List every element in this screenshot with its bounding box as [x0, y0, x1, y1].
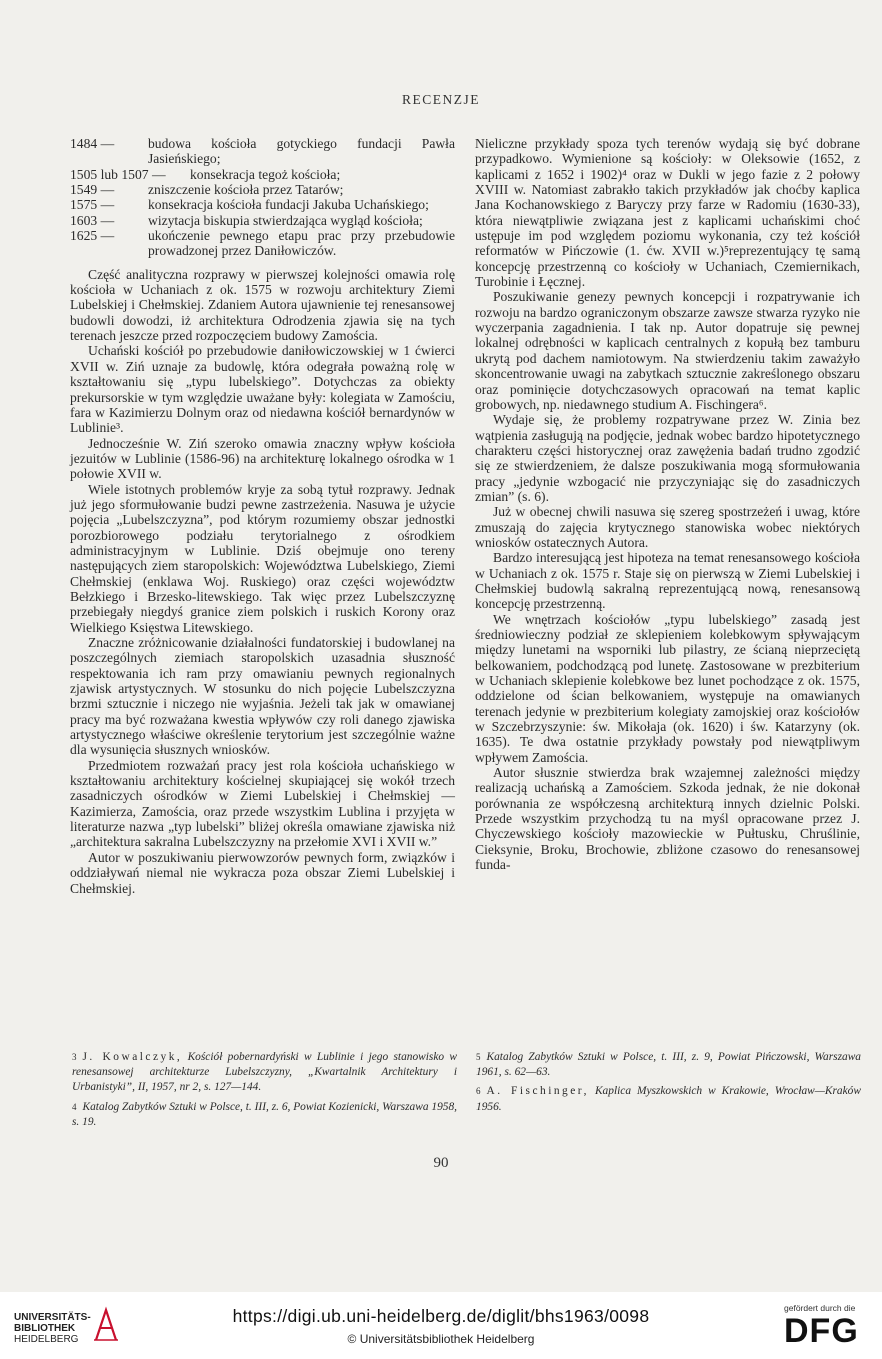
footnotes-left	[72, 1050, 457, 1134]
footnote-number: 4	[72, 1101, 77, 1112]
chronology-item	[70, 197, 455, 212]
body-paragraph: Autor w poszukiwaniu pierwowzorów pewnych form, związków i oddziaływań niemal nie wykracza poza obszar Ziemi Lubelskiej i Chełmskiej.	[70, 849, 455, 896]
footnote-number: 3	[72, 1052, 77, 1062]
body-paragraph: Poszukiwanie genezy pewnych koncepcji i rozpatrywanie ich rozwoju na bardzo ograniczonym obszarze zawsze stwarza ryzyko nie wyczerpania zagadnienia. I tak np. Autor dopatruje się pewnej lokalnej odrębności w kaplicach centralnych z kopułą bez tamburu ukrytą pod dachem namiotowym. Na stwierdzeniu takim zaważyło skoncentrowanie uwagi na zabytkach sztucznie zakreślonego obszaru oraz pominięcie dotychczasowych opracowań na temat kaplic grobowych, np. niedawnego studium A. Fischingera⁶.	[475, 289, 860, 412]
dfg-logo[interactable]: DFG	[784, 1312, 859, 1350]
body-paragraph: We wnętrzach kościołów „typu lubelskiego” zasadą jest średniowieczny podział ze sklepieniem kolebkowym spływającym między lunetami na wsporniki lub pilastry, ze ścianą nieprzeciętą belkowaniem, podchodzącą pod lunetę. Zastosowane w prezbiterium w Uchaniach sklepienie kolebkowe bez lunet pochodzące z ok. 1575, oddzielone od ścian belkowaniem, występuje na omawianych terenach jedynie w prezbiterium kolegiaty zamojskiej oraz kościołów w Szczebrzyszynie: św. Mikołaja (ok. 1620) i św. Katarzyny (ok. 1635). Te dwa ostatnie przykłady powstały pod niewątpliwym wpływem Zamościa.	[475, 611, 860, 765]
body-paragraph: Część analityczna rozprawy w pierwszej kolejności omawia rolę kościoła w Uchaniach z ok. 1575 w rozwoju architektury Ziemi Lubelskiej i Chełmskiej. Zdaniem Autora ujawnienie tej renesansowej budowli dowodzi, iż architektura Odrodzenia zjawia się na tych terenach jeszcze przed rozpoczęciem budowy Zamościa.	[70, 266, 455, 344]
footnote-text: Katalog Zabytków Sztuki w Polsce, t. III, z. 9, Powiat Pińczowski, Warszawa 1961, s. 62—63.	[476, 1051, 861, 1079]
chronology-year: 1505 lub 1507 —	[70, 166, 166, 182]
chronology-year: 1603 —	[70, 212, 115, 228]
copyright-notice: © Universitätsbibliothek Heidelberg	[347, 1332, 535, 1346]
body-paragraph: Uchański kościół po przebudowie daniłowiczowskiej w 1 ćwierci XVII w. Ziń uznaje za budowlę, która odegrała poważną rolę w kształtowaniu się „typu lubelskiego”. Dotychczas za obiekty prekursorskie w tym względzie uważane były: kolegiata w Zamościu, fara w Kazimierzu Dolnym oraz od niedawna kościół bernardynów w Lublinie³.	[70, 343, 455, 436]
footnote-author: A. Fischinger,	[486, 1085, 589, 1098]
footnotes-right	[476, 1050, 861, 1119]
chronology-item	[70, 167, 455, 182]
footnote	[72, 1050, 457, 1096]
chronology-text: konsekracja kościoła fundacji Jakuba Uchańskiego;	[148, 197, 429, 213]
chronology-text: konsekracja tegoż kościoła;	[190, 166, 341, 182]
footnote-text: Kaplica Myszkowskich w Krakowie, Wrocław—Kraków 1956.	[476, 1085, 861, 1113]
body-paragraph: Bardzo interesującą jest hipoteza na temat renesansowego kościoła w Uchaniach z ok. 1575 r. Staje się on pierwszą w Ziemi Lubelskiej i Chełmskiej budowlą sakralną reprezentującą nową, renesansową koncepcję przestrzenną.	[475, 550, 860, 612]
chronology-year: 1549 —	[70, 182, 115, 198]
chronology-item	[70, 213, 455, 228]
chronology-item	[70, 228, 455, 259]
body-paragraph: Wydaje się, że problemy rozpatrywane przez W. Zinia bez wątpienia zasługują na podjęcie, jednak wobec bardzo hipotetycznego charakteru części historycznej oraz zawężenia badań trudno zgodzić się ze stwierdzeniem, że dalsze poszukiwania mogą sformułowania pracy „jedynie wzbogacić nie przyczyniając się do zasadniczych zmian” (s. 6).	[475, 412, 860, 504]
left-column	[70, 136, 455, 896]
footnote-author: J. Kowalczyk,	[82, 1051, 183, 1063]
chronology-text: ukończenie pewnego etapu prac przy przebudowie prowadzonej przez Daniłowiczów.	[148, 228, 455, 259]
chronology-text: wizytacja biskupia stwierdzająca wygląd kościoła;	[148, 212, 423, 228]
body-paragraph: Przedmiotem rozważań pracy jest rola kościoła uchańskiego w kształtowaniu architektury kościelnej skupiającej się wokół trzech zasadniczych ośrodków w Ziemi Lubelskiej i Chełmskiej — Kazimierza, Zamościa, oraz przede wszystkim Lublina i przyjęta w literaturze nazwa „typ lubelski” bliżej określa omawiane zjawiska niż „architektura sakralna Lubelszczyzny na przełomie XVI i XVII w.”	[70, 757, 455, 850]
footnote-text: Kościół pobernardyński w Lublinie i jego stanowisko w renesansowej architekturze Lubelszczyzny, „Kwartalnik Architektury i Urbanistyki”, II, 1957, nr 2, s. 127—144.	[72, 1051, 457, 1094]
permalink-url[interactable]: https://digi.ub.uni-heidelberg.de/diglit/bhs1963/0098	[232, 1306, 650, 1326]
chronology-item	[70, 136, 455, 167]
page-number: 90	[433, 1155, 449, 1171]
footnote-text: Katalog Zabytków Sztuki w Polsce, t. III, z. 6, Powiat Kozienicki, Warszawa 1958, s. 19.	[72, 1100, 458, 1128]
body-paragraph: Nieliczne przykłady spoza tych terenów wydają się być dobrane przypadkowo. Wymienione są kościoły: w Oleksowie (1652, z kaplicami z 1652 i 1902)⁴ oraz w Dukli w jego fazie z 2 połowy XVIII w. Natomiast zabrakło takich przykładów jak choćby kaplica Jana Kochanowskiego z Baryczy przy farze w Radomiu (1630-33), która niewątpliwie związana jest z kaplicami uchańskimi choć ustępuje im pod względem poziomu wykonania, czy też kościół reformatów w Pińczowie (1. ćw. XVII w.)⁵reprezentujący tę samą koncepcję przestrzenną co kościoły w Uchaniach, Czemiernikach, Turobinie i Łęcznej.	[475, 136, 860, 290]
library-logo-text[interactable]: UNIVERSITÄTS- BIBLIOTHEK HEIDELBERG	[14, 1312, 91, 1345]
chronology-text: zniszczenie kościoła przez Tatarów;	[148, 182, 344, 198]
chronology-year: 1484 —	[70, 136, 115, 151]
body-paragraph: Już w obecnej chwili nasuwa się szereg spostrzeżeń i uwag, które zmuszają do zajęcia krytycznego stanowiska wobec niektórych wniosków ostatecznych Autora.	[475, 504, 860, 550]
right-column	[475, 136, 860, 873]
chronology-year: 1575 —	[70, 197, 115, 213]
chronology-year: 1625 —	[70, 228, 115, 244]
dfg-caption: gefördert durch die	[784, 1303, 856, 1313]
chronology-item	[70, 182, 455, 197]
body-paragraph: Wiele istotnych problemów kryje za sobą tytuł rozprawy. Jednak już jego sformułowanie budzi pewne zastrzeżenia. Nasuwa je użycie pojęcia „Lubelszczyzna”, pod którym rozumiemy obszar jednostki porozbiorowego podziału terytorialnego z ośrodkiem administracyjnym w Lublinie. Dziś obejmuje ono tereny następujących ziem staropolskich: Województwa Lubelskiego, Ziemi Chełmskiej (enklawa Woj. Ruskiego) oraz części województw Bełzkiego i Brzesko-litewskiego. Tak więc przez Lubelszczyznę przebiegały niegdyś granice ziem polskich i ruskich Korony oraz Wielkiego Księstwa Litewskiego.	[70, 481, 455, 635]
viewer-footer	[0, 1292, 882, 1359]
body-paragraph: Jednocześnie W. Ziń szeroko omawia znaczny wpływ kościoła jezuitów w Lublinie (1586-96) na architekturę lokalnego ośrodka w 1 połowie XVII w.	[70, 435, 455, 482]
footnote	[476, 1050, 861, 1080]
chronology-text: budowa kościoła gotyckiego fundacji Pawła Jasieńskiego;	[148, 136, 455, 167]
footnote	[72, 1100, 457, 1130]
footnote-number: 6	[476, 1086, 481, 1097]
body-paragraph: Znaczne zróżnicowanie działalności fundatorskiej i budowlanej na poszczególnych ziemiach staropolskich uzasadnia słuszność respektowania ich ram przy omawianiu pewnych regionalnych zjawisk artystycznych. W stosunku do nich pojęcie Lubelszczyzna brzmi sztucznie i niczego nie wyjaśnia. Jeżeli tak jak w omawianej pracy ma być rozważana kwestia wpływów czy roli danego zjawiska artystycznego właściwe określenie terytorium jest szczególnie ważne dla wysunięcia słusznych wniosków.	[70, 635, 455, 758]
body-paragraph: Autor słusznie stwierdza brak wzajemnej zależności między realizacją uchańską a Zamościem. Szkoda jednak, że nie dokonał porównania ze współczesną architekturą innych dzielnic Polski. Przede wszystkim przychodzą tu na myśl opracowane przez J. Chyczewskiego kościoły mazowieckie w Pułtusku, Chruślinie, Cieksynie, Broku, Brochowie, zbliżone czasowo do renesansowej funda-	[475, 765, 860, 873]
chronology-list	[70, 136, 455, 259]
running-head: RECENZJE	[402, 92, 480, 107]
footnote	[476, 1084, 861, 1114]
footnote-number: 5	[476, 1052, 481, 1062]
